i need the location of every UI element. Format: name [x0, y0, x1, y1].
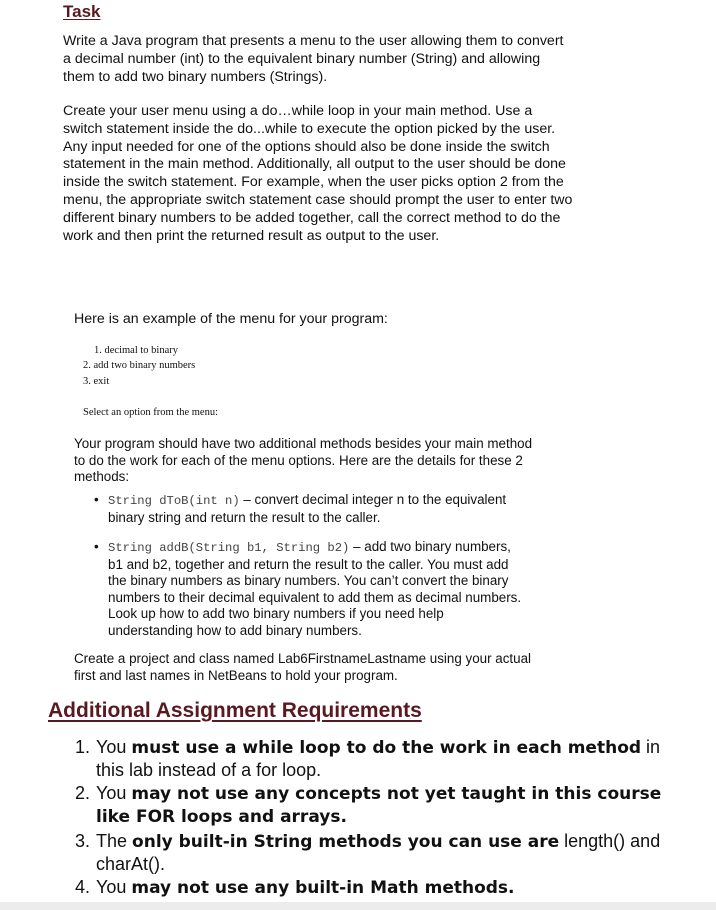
- requirement-item: 2. You may not use any concepts not yet taught in this course like FOR loops and arrays.: [75, 783, 662, 827]
- requirements-heading: Additional Assignment Requirements: [48, 699, 422, 722]
- menu-example-prompt: Select an option from the menu:: [83, 407, 219, 418]
- method-bullet-dtob: [94, 492, 524, 526]
- menu-example-intro: Here is an example of the menu for your program:: [74, 311, 388, 327]
- method-description: – add two binary numbers, b1 and b2, together and return the result to the caller. You must add the binary numbers as binary numbers. You can’t convert the binary numbers to their decimal equivalent to add them as decimal numbers. Look up how to add two binary numbers if you need help understanding how to add binary numbers.: [108, 539, 522, 638]
- task-heading: Task: [63, 2, 101, 21]
- bullet-dot: •: [94, 539, 99, 554]
- method-bullet-addb: [94, 539, 524, 640]
- method-signature: String addB(String b1, String b2): [108, 541, 350, 555]
- methods-intro: Your program should have two additional methods besides your main method to do the work for each of the menu options. Here are the details for these 2 methods:: [74, 436, 533, 485]
- requirement-item: 4. You may not use any built-in Math methods.: [75, 877, 515, 898]
- menu-example-item: 3. exit: [83, 376, 110, 387]
- requirement-item: 1. You must use a while loop to do the work in each method in this lab instead of a for loop.: [75, 737, 661, 780]
- method-signature: String dToB(int n): [108, 494, 240, 508]
- method-description: – convert decimal integer n to the equivalent binary string and return the result to the caller.: [108, 492, 507, 525]
- menu-example-item: 1. decimal to binary: [94, 345, 178, 356]
- task-paragraph-2: Create your user menu using a do…while loop in your main method. Use a switch statement inside the do...while to execute the option picked by the user. Any input needed for one of the options should also be done inside the switch statement in the main method. Additionally, all output to the user should be done inside the switch statement. For example, when the user picks option 2 from the menu, the appropriate switch statement case should prompt the user to enter two different binary numbers to be added together, call the correct method to do the work and then print the returned result as output to the user.: [63, 103, 573, 244]
- requirement-item: 3. The only built-in String methods you can use are length() and charAt().: [75, 831, 661, 874]
- menu-example-item: 2. add two binary numbers: [83, 360, 196, 371]
- bullet-dot: •: [94, 492, 99, 507]
- bottom-scroll-bar: [0, 902, 716, 910]
- task-paragraph-1: Write a Java program that presents a menu to the user allowing them to convert a decimal number (int) to the equivalent binary number (String) and allowing them to add two binary numbers (Strings).: [63, 33, 564, 85]
- project-note: Create a project and class named Lab6FirstnameLastname using your actual first and last names in NetBeans to hold your program.: [74, 651, 532, 683]
